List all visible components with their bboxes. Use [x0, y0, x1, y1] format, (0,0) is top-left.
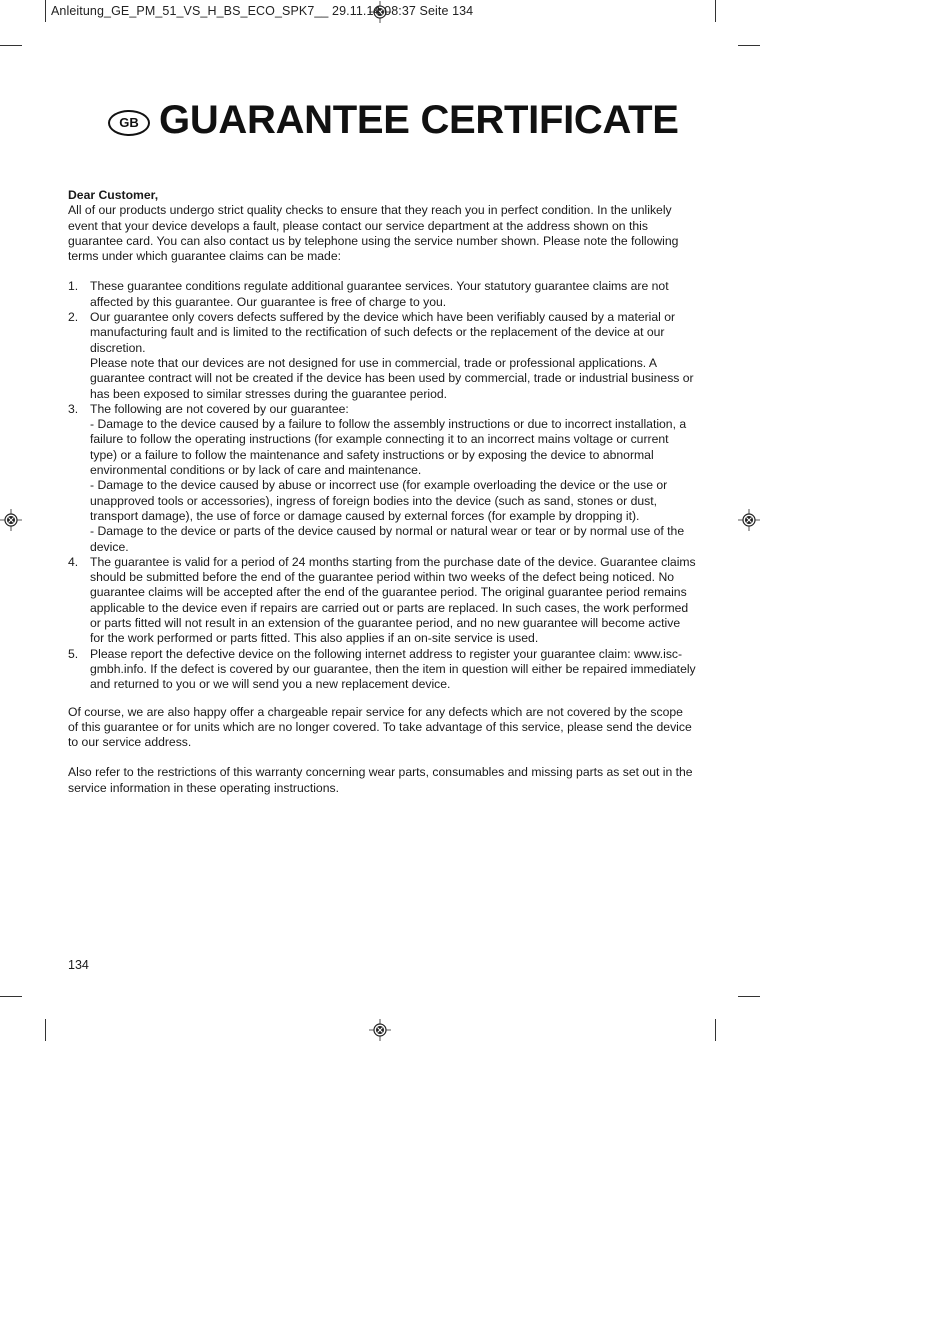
list-item-text: - Damage to the device caused by abuse or incorrect use (for example overloading the device or the use or unapproved tools or accessories), ingress of foreign bodies into the device (such as sand, stones or dust, transport damage), the use of force or damage caused by external forces (for example by dropping it). — [90, 478, 668, 523]
print-slug: Anleitung_GE_PM_51_VS_H_BS_ECO_SPK7__ 29.11.14 08:37 Seite 134 — [51, 4, 474, 18]
crop-mark-bottom-left-horizontal — [0, 996, 22, 997]
list-item-text: - Damage to the device caused by a failure to follow the assembly instructions or due to incorrect installation, a failure to follow the operating instructions (for example connecting it to an incorrect mains voltage or current type) or a failure to follow the maintenance and safety instructions or by exposing the device to abnormal environmental conditions or by lack of care and maintenance. — [90, 417, 687, 478]
list-item — [68, 279, 696, 310]
registration-mark-bottom-icon — [369, 1019, 391, 1041]
list-item — [68, 402, 696, 555]
crop-mark-bottom-right-horizontal — [738, 996, 760, 997]
registration-mark-left-icon — [0, 509, 22, 531]
crop-mark-top-left-vertical — [45, 0, 46, 22]
registration-mark-right-icon — [738, 509, 760, 531]
list-item-text: Our guarantee only covers defects suffered by the device which have been verifiably caused by a material or manufacturing fault and is limited to the rectification of such defects or the replacement of the device at our discretion. — [90, 310, 676, 355]
page-title: GUARANTEE CERTIFICATE — [159, 98, 679, 142]
list-item-text: - Damage to the device or parts of the device caused by normal or natural wear or tear or by normal use of the device. — [90, 524, 685, 554]
closing-paragraph: Of course, we are also happy offer a chargeable repair service for any defects which are not covered by the scope of this guarantee or for units which are no longer covered. To take advantage of this service, please send the device to our service address. — [68, 704, 692, 750]
list-item-text: The following are not covered by our guarantee: — [90, 401, 349, 416]
crop-mark-bottom-left-vertical — [45, 1019, 46, 1041]
list-item-text: Please report the defective device on the following internet address to register your guarantee claim: www.isc-gmbh.info. If the defect is covered by our guarantee, then the item in question will either be repaired immediately and returned to you or we will send you a new replacement device. — [90, 646, 696, 692]
spacer — [68, 750, 696, 765]
crop-mark-bottom-right-vertical — [715, 1019, 716, 1041]
list-item — [68, 647, 696, 693]
intro-paragraph: All of our products undergo strict quality checks to ensure that they reach you in perfect condition. In the unlikely event that your device develops a fault, please contact our service department at the address shown on this guarantee card. You can also contact us by telephone using the service number shown. Please note the following terms under which guarantee claims can be made: — [68, 203, 679, 264]
crop-mark-top-right-vertical — [715, 0, 716, 22]
spacer — [68, 693, 696, 705]
title-row — [108, 98, 679, 143]
spacer — [68, 264, 696, 279]
list-number: 3. — [68, 401, 79, 416]
list-item-text: The guarantee is valid for a period of 24 months starting from the purchase date of the device. Guarantee claims should be submitted before the end of the guarantee period within two weeks of the defect being noticed. No guarantee claims will be accepted after the end of the guarantee period. The original guarantee period remains applicable to the device even if repairs are carried out or parts are replaced. In such cases, the work performed or parts fitted will not result in an extension of the guarantee period, and no new guarantee will become active for the work performed or parts fitted. This also applies if an on-site service is used. — [90, 554, 696, 646]
list-item-text: These guarantee conditions regulate additional guarantee services. Your statutory guarantee claims are not affected by this guarantee. Our guarantee is free of charge to you. — [90, 279, 669, 309]
guarantee-terms-list — [68, 279, 696, 692]
crop-mark-top-right-horizontal — [738, 45, 760, 46]
document-body — [68, 188, 696, 796]
language-badge: GB — [108, 110, 150, 136]
closing-paragraph: Also refer to the restrictions of this warranty concerning wear parts, consumables and missing parts as set out in the service information in these operating instructions. — [68, 765, 693, 795]
list-number: 4. — [68, 554, 79, 569]
list-item-text: Please note that our devices are not designed for use in commercial, trade or professional applications. A guarantee contract will not be created if the device has been used by commercial, trade or industrial business or has been exposed to similar stresses during the guarantee period. — [90, 355, 694, 401]
crop-mark-top-left-horizontal — [0, 45, 22, 46]
list-item — [68, 310, 696, 402]
page-number: 134 — [68, 958, 89, 972]
list-item — [68, 555, 696, 647]
list-number: 5. — [68, 646, 79, 661]
list-number: 1. — [68, 279, 79, 294]
list-number: 2. — [68, 310, 79, 325]
salutation: Dear Customer, — [68, 188, 159, 202]
